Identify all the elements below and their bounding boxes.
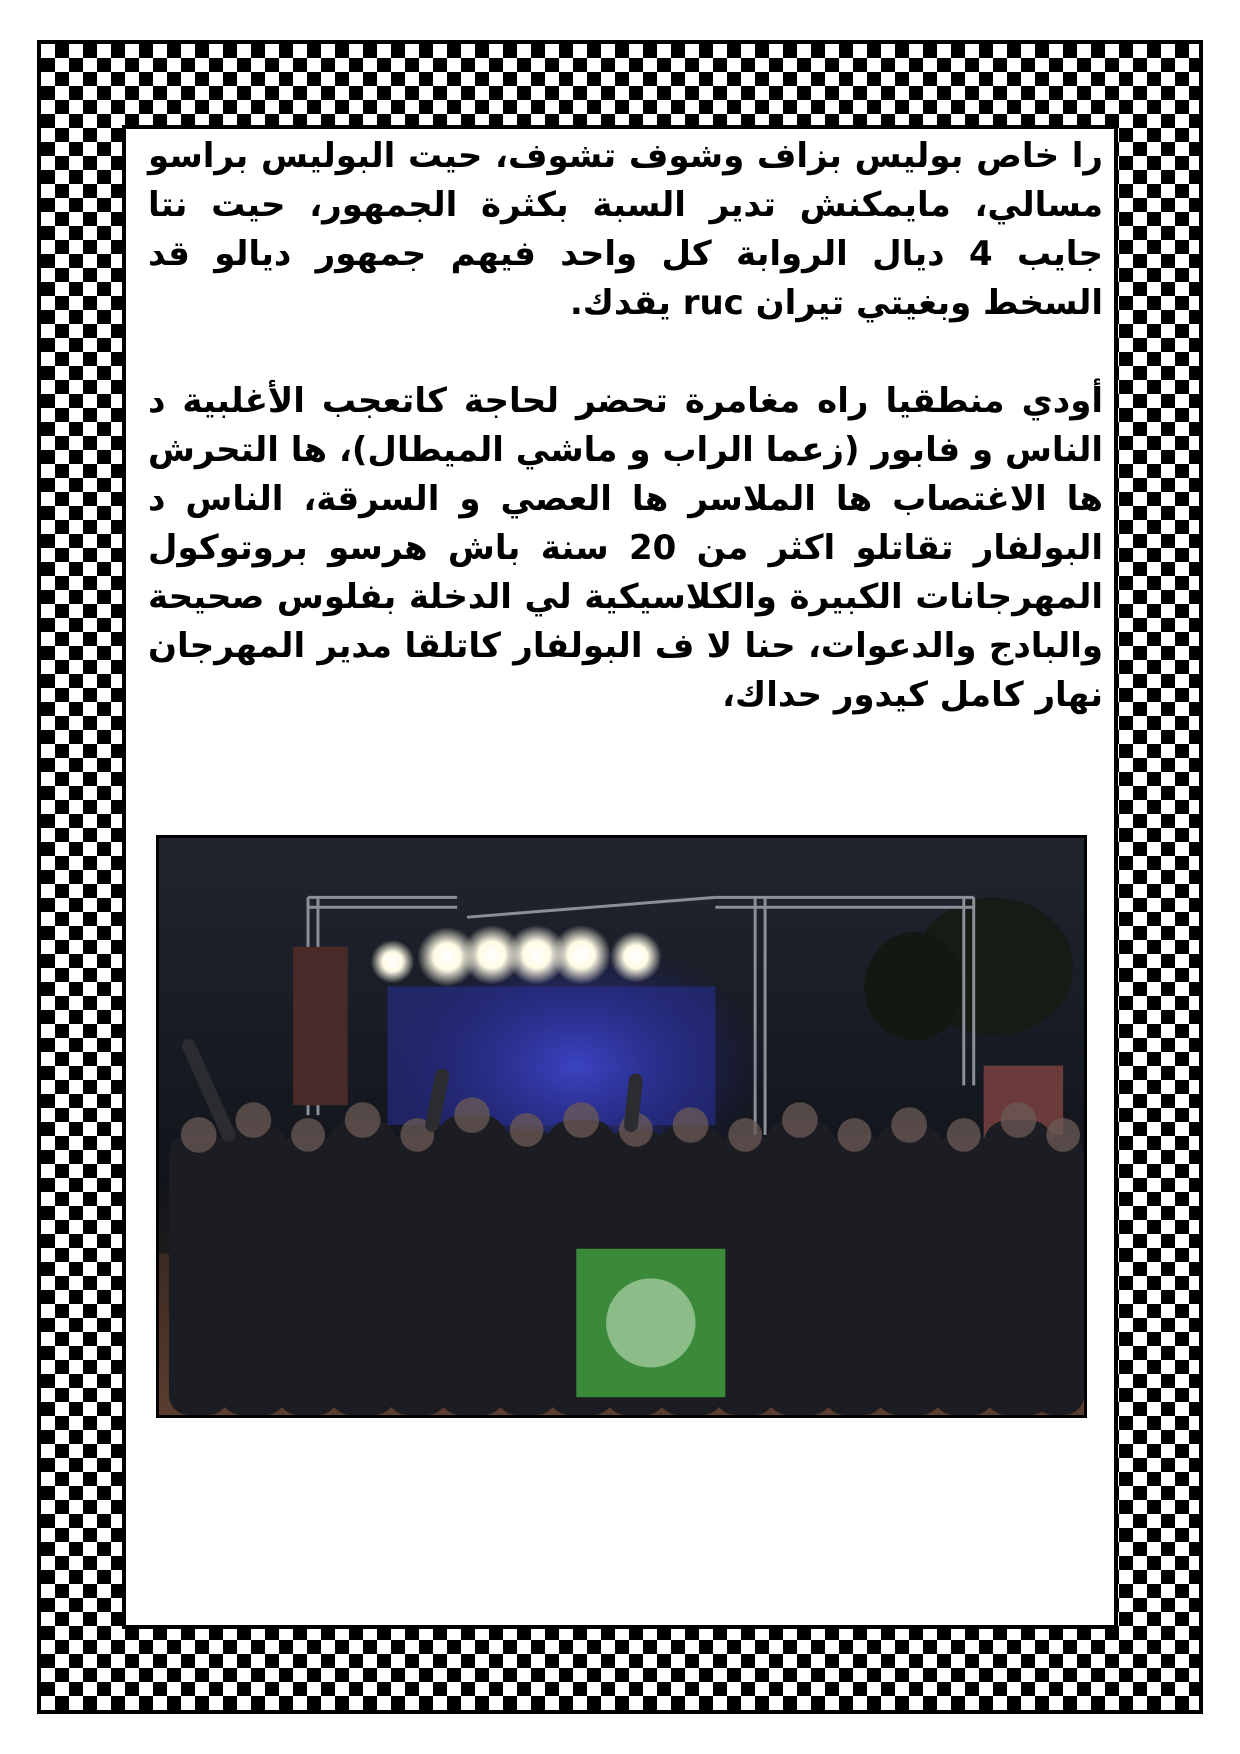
tree	[864, 932, 963, 1041]
article-text	[148, 132, 1103, 720]
side-banner	[293, 947, 348, 1105]
flag-emblem	[606, 1278, 695, 1367]
paragraph-1: را خاص بوليس بزاف وشوف تشوف، حيت البوليس براسو مسالي، مايمكنش تدير السبة بكثرة الجمهور، حيت نتا جايب 4 ديال الروابة كل واحد فيهم جمهور ديالو قد السخط وبغيتي تيران ruc يقدك.	[148, 136, 1103, 323]
paragraph-2: أودي منطقيا راه مغامرة تحضر لحاجة كاتعجب الأغلبية د الناس و فابور (زعما الراب و ماشي الميطال)، ها التحرش ها الاغتصاب ها الملاسر ها العصي و السرقة، الناس د البولفار تقاتلو اكثر من 20 سنة باش هرسو بروتوكول المهرجانات الكبيرة والكلاسيكية لي الدخلة بفلوس صحيحة والبادج والدعوات، حنا لا ف البولفار كاتلقا مدير المهرجان نهار كامل كيدور حداك،	[148, 381, 1103, 715]
concert-crowd-photo	[156, 835, 1087, 1418]
